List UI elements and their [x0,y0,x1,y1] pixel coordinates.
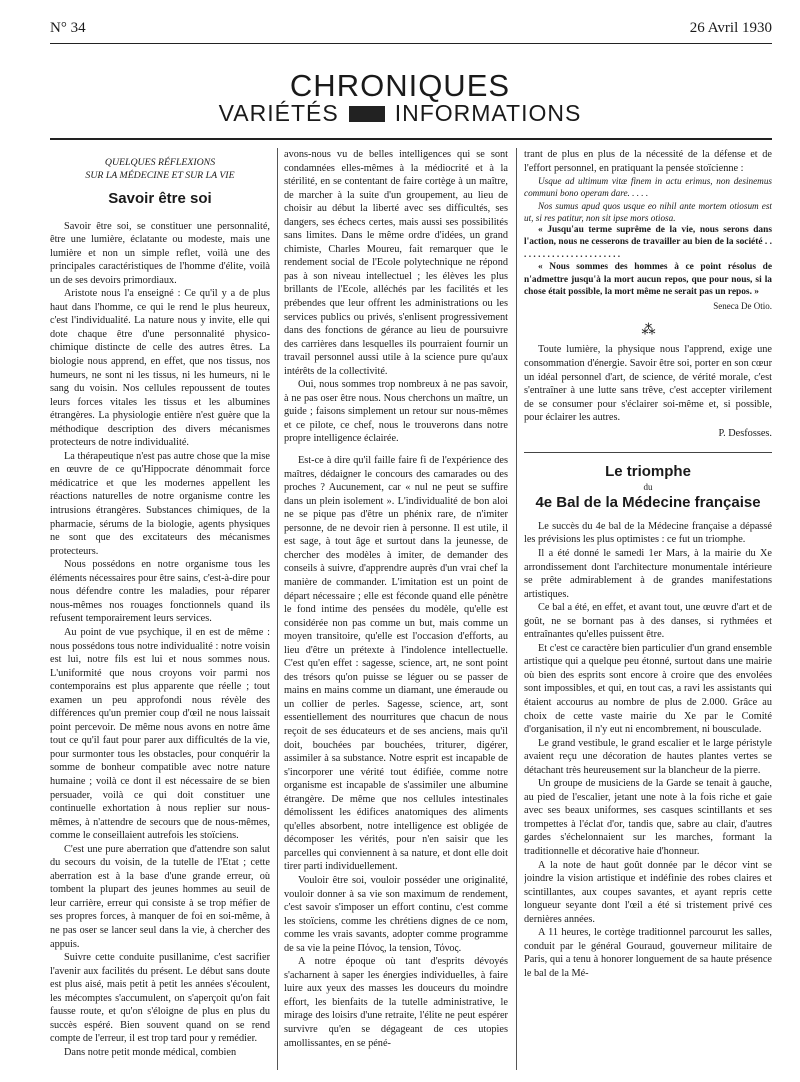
paragraph: Toute lumière, la physique nous l'apprend, exige une consommation d'énergie. Savoir être soi, porter en son cœur un idéal personnel d'art, de science, de vérité morale, c'est s'entraîner à une lutte sans trêve, c'est accepter virilement de se consumer pour s'éclairer soi-même et, si possible, pour éclairer les autres. [524,344,772,424]
issue-number: N° 34 [50,20,86,36]
latin-quote: Nos sumus apud quos usque eo nihil ante mortem otiosum est ut, si res patitur, non sit ipse mors otiosa. [524,200,772,223]
asterism: ⁂ [641,322,655,338]
paragraph: Le grand vestibule, le grand escalier et le large péristyle avaient reçu une décoration de hautes plantes vertes se détachant très heureusement sur la blancheur de la pierre. [524,737,772,776]
masthead-ornament-icon [349,106,385,122]
paragraph: avons-nous vu de belles intelligences qui se sont condamnées elles-mêmes à la médiocrité et à la stérilité, en se contentant de faire cortège à un maître, de marcher à la suite d'un groupement, au lieu de choisir au début la liberté avec ses difficultés, ses dangers, ses échecs certes, mais aussi ses possibilités sans limites. Dans le même ordre d'idées, un grand chimiste, Charles Moureu, fait remarquer que le rendement social de l'Ecole polytechnique ne répond pas à son niveau intellectuel ; les élèves les plus brillants de l'Ecole, alléchés par les facilités et les prébendes que leur offrent les administrations ou les services publics ou privés, s'enlisent progressivement dans des fonctions de gérance au lieu de poursuivre des carrières dans lesquelles ils pourraient fournir un travail personnel aussi utile à la science pure qu'aux intérêts de la collectivité. [284,149,508,377]
paragraph: Est-ce à dire qu'il faille faire fi de l'expérience des maîtres, dédaigner le concours des camarades ou des proches ? Aucunement, car « nul ne peut se suffire dans un plein isolement ». L'individualité de bon aloi ne se pique pas d'être un phénix rare, de n'imiter personne, de ne devoir rien à personne. Il est utile, il est sage, à tout âge et surtout dans la jeunesse, de chercher des modèles à imiter, de demander des conseils à suivre, d'apprendre auprès d'un vrai chef la manière de commander. L'imitation est un point de départ nécessaire ; elle est féconde quand elle pénètre le fond intime des pensées du modèle, qu'elle est considérée non pas comme un but, mais comme un moyen transitoire, qu'elle est l'occasion d'efforts, au lieu d'être un prétexte à l'indolence intellectuelle. C'est qu'en effet : sagesse, science, art, ne sont point des trésors qu'on puisse se léguer ou se passer de mains en mains comme un diamant, une émeraude ou un collier de perles. Sagesse, science, art, sont essentiellement des nourritures que chacun de nous reçoit de ses éducateurs et de ses anciens, mais qu'il doit, bouchées par bouchées, triturer, digérer, assimiler à sa substance. Notre esprit est incapable de s'incorporer une vérité tout édifiée, comme notre organisme est incapable de s'assimiler une albumine étrangère. De même que nos cellules intestinales démolissent les édifices anatomiques des aliments qu'elles absorbent, notre intelligence est obligée de décomposer les vérités, pour n'en saisir que les parcelles qui conviennent à sa nature, et dont elle doit tirer parti individuellement. [284,455,508,873]
masthead-title: CHRONIQUES [289,68,511,103]
translation-quote: « Nous sommes des hommes à ce point résolus de n'admettre jusqu'à la mort aucun repos, que pour nous, si la chose était possible, la mort même ne serait pas un repos. » [524,262,772,297]
paragraph: Savoir être soi, se constituer une personnalité, être une lumière, éclatante ou modeste, mais une lumière et non un simple reflet, voilà une des principales caractéristiques de l'homme d'élite, voilà un de ses devoirs primordiaux. [50,220,270,286]
page-header [0,20,800,40]
column-1 [50,148,270,1068]
issue-date: 26 Avril 1930 [689,20,772,36]
paragraph: Un groupe de musiciens de la Garde se tenait à gauche, au pied de l'escalier, jetant une note à la fois riche et gaie avec ses beaux uniformes, ses casques scintillants et ses trompettes à l'éclat d'or, tandis que, sabre au clair, d'autres gardes s'échelonnaient sur les marches, formant la traditionnelle et décorative haie d'honneur. [524,778,772,858]
paragraph: Le succès du 4e bal de la Médecine française a dépassé les prévisions les plus optimistes : ce fut un triomphe. [524,520,772,546]
paragraph: Au point de vue psychique, il en est de même : nous possédons tous notre individualité : notre voisin est lui, notre fils est lui et nous sommes nous. L'uniformité que nous croyons voir parmi nos contemporains est plus apparente que réelle ; tout examen un peu approfondi nous révèle des différences qu'un premier coup d'œil ne nous laissait point percevoir. De même nous avons en notre âme tout ce qu'il faut pour parer aux difficultés de la vie, pour surmonter tous les obstacles, pour conquérir la somme de bonheur compatible avec notre nature humaine ; voilà ce dont il est nécessaire de se bien persuader, voilà ce qui doit constituer une continuelle exhortation à nous replier sur nous-mêmes, à n'attendre de secours que de nous-mêmes, comme le conseillaient autrefois les stoïciens. [50,626,270,842]
translation-quote: « Jusqu'au terme suprême de la vie, nous serons dans l'action, nous ne cesserons de travailler au bien de la société . . . . . . . . . . . . . . . . . . . . . . . [524,224,772,260]
article-separator [524,452,772,453]
paragraph: Aristote nous l'a enseigné : Ce qu'il y a de plus haut dans l'homme, ce qui le rend le plus heureux, c'est l'individualité. La nature nous y invite, elle qui dote chaque être d'une personnalité physico-chimique distincte de celle des autres êtres. La biologie nous apprend, en effet, que nos tissus, nos humeurs, ne sont ni les tissus, ni les humeurs, ni le sang du voisin. Nos cellules repoussent de toutes leurs forces vitales les tissus et les albumines étrangères. La physiologie entière n'est guère que la méthodique description des divers mécanismes protecteurs de notre individualité. [50,288,270,449]
paragraph: Ce bal a été, en effet, et avant tout, une œuvre d'art et de goût, ne se bornant pas à des danses, si rythmées et entraînantes qu'elles puissent être. [524,602,772,641]
masthead-rule [50,138,772,140]
quote-source: Seneca De Otio. [713,301,772,312]
paragraph: La thérapeutique n'est pas autre chose que la mise en œuvre de ce qu'Hippocrate dénommait force médicatrice et que les modernes appellent les réactions naturelles de notre organisme contre les intrusions étrangères. Substances chimiques, de la pharmacie, sérums de la biologie, agents physiques ne sont que des excitateurs des mécanismes protecteurs. [50,450,270,557]
column-divider [277,148,278,1070]
paragraph: Il a été donné le samedi 1er Mars, à la mairie du Xe arrondissement dont l'architecture monumentale intérieure se prête admirablement à de grandes manifestations artistiques. [524,548,772,600]
paragraph: trant de plus en plus de la nécessité de la défense et de l'effort personnel, en pratiquant la pensée stoïcienne : [524,149,772,174]
paragraph: Et c'est ce caractère bien particulier d'un grand ensemble artistique qui a quelque peu étonné, surtout dans une mairie où bien des esprits sont encore à croire que des envolées sont impossibles, et qui, en tout cas, a ravi les assistants qui étaient accourus au nombre de plus de 2.000. Grâce au choix de cette vaste mairie du Xe par le Comité d'organisation, il n'y eut ni encombrement, ni bousculade. [524,642,772,736]
paragraph: Nous possédons en notre organisme tous les éléments nécessaires pour être sains, c'est-à-dire pour nous défendre contre les maladies, pour réparer nous-mêmes nos rouages fonctionnels quand ils refusent temporairement leurs services. [50,559,270,625]
article2-subtitle: 4e Bal de la Médecine française [535,494,761,512]
column-3 [524,148,772,1068]
paragraph: A 11 heures, le cortège traditionnel parcourut les salles, conduit par le général Gouraud, gouverneur militaire de Paris, qui a tenu à honorer longuement de sa haute présence le bal de la Mé- [524,927,772,979]
paragraph: A notre époque où tant d'esprits dévoyés s'acharnent à saper les énergies individuelles, à faire luire aux yeux des masses les douceurs du moindre effort, les bienfaits de la tutelle administrative, le mirage des loisirs d'une retraite, l'élite ne peut espérer survivre qu'en se dégageant de ces utopies amollissantes, en se péné- [284,956,508,1049]
article2-title-du: du [643,481,653,492]
article2-title: Le triomphe [605,463,691,481]
article-title: Savoir être soi [108,190,212,207]
paragraph: Vouloir être soi, vouloir posséder une originalité, vouloir donner à sa vie son maximum de rendement, c'est savoir s'imposer un effort continu, c'est comme les stoïciens, comme les chrétiens dignes de ce nom, comme les vrais savants, adopter comme programme de sa vie la peine Πόνος, la tension, Τόνος. [284,874,508,954]
column-divider [516,148,517,1070]
paragraph: A la note de haut goût donnée par le décor vint se joindre la vision artistique et indéfinie des robes claires et scintillantes, aux coupes savantes, et ayant repris cette longueur seyante dont l'œil a été si tristement privé ces dernières années. [524,859,772,925]
kicker: QUELQUES RÉFLEXIONS SUR LA MÉDECINE ET SUR LA VIE [85,157,235,181]
paragraph: C'est une pure aberration que d'attendre son salut du secours du voisin, de la tutelle de l'Etat ; cette aberration est à la base d'une grande erreur, où tombent la plupart des jeunes hommes au seuil de leur carrière, erreur qui consiste à se trop méfier de ses propres forces, à manquer de foi en soi-même, à ne pas oser se lancer seul dans la vie, à chercher des appuis. [50,843,270,950]
masthead-right: INFORMATIONS [394,100,582,126]
paragraph: Dans notre petit monde médical, combien [64,1046,237,1058]
column-2 [284,148,508,1068]
header-rule [50,43,772,44]
paragraph: Suivre cette conduite pusillanime, c'est sacrifier l'avenir aux facilités du présent. Le début sans doute est plus aisé, mais petit à petit les années s'écoulent, les mécomptes s'accumulent, on s'aperçoit qu'on fait fausse route, et qu'on s'éloigne de plus en plus du succès espéré. Bien souvent quand on se rend compte de l'erreur, il est trop tard pour y remédier. [50,952,270,1045]
author-signature: P. Desfosses. [718,427,772,439]
masthead-left: VARIÉTÉS [218,100,339,126]
masthead-subtitle [0,100,800,127]
paragraph: Oui, nous sommes trop nombreux à ne pas savoir, à ne pas oser être nous. Nous cherchons un maître, un guide ; faisons simplement un retour sur nous-mêmes et ce pilote, ce chef, nous le trouverons dans notre propre intelligence éclairée. [284,379,508,445]
latin-quote: Usque ad ultimum vitæ finem in actu erimus, non desinemus communi bono operam dare. . . . . [524,176,772,199]
